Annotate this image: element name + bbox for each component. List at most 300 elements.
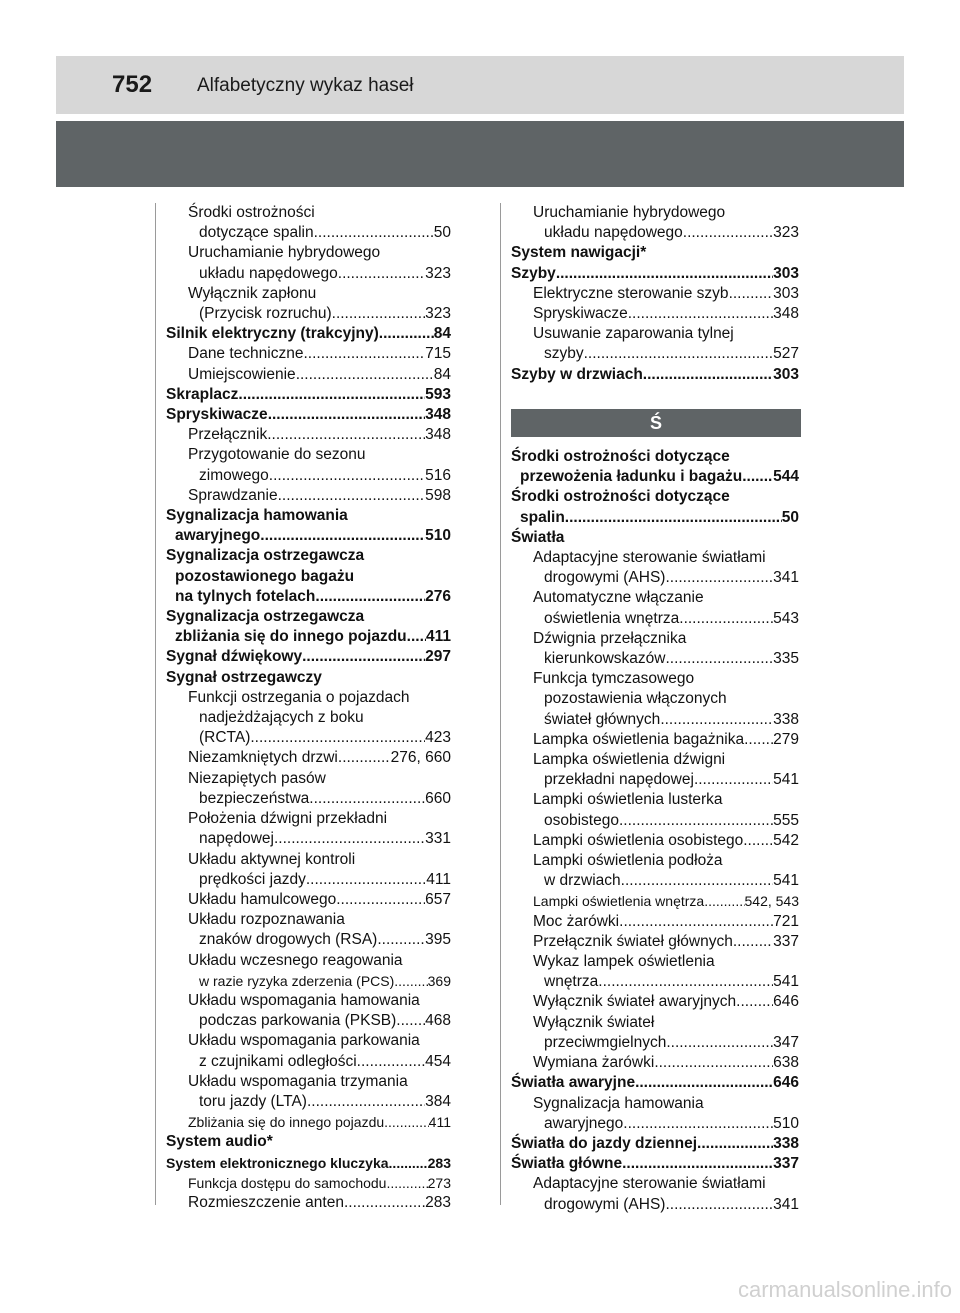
entry-text: drogowymi (AHS) xyxy=(544,569,666,587)
dot-leader xyxy=(309,789,425,809)
entry-text: System elektronicznego kluczyka xyxy=(166,1154,389,1171)
page-ref: 542 xyxy=(773,831,799,849)
index-entry xyxy=(166,506,451,526)
dot-leader xyxy=(332,304,425,324)
index-entry xyxy=(166,850,451,870)
index-entry xyxy=(166,647,451,667)
index-column-right-bottom xyxy=(511,447,799,1215)
index-entry xyxy=(511,365,799,385)
index-entry xyxy=(511,304,799,324)
page-ref: 423 xyxy=(425,729,451,747)
page-ref: 84 xyxy=(433,365,451,383)
index-entry xyxy=(166,445,451,465)
index-entry xyxy=(511,1073,799,1093)
index-entry xyxy=(166,1092,451,1112)
index-entry xyxy=(511,730,799,750)
page-ref: 84 xyxy=(433,325,451,343)
dot-leader xyxy=(315,587,425,607)
entry-text: Lampka oświetlenia bagażnika xyxy=(533,730,745,748)
dot-leader xyxy=(643,365,773,385)
page-ref: 369 xyxy=(427,972,451,989)
index-entry xyxy=(166,829,451,849)
entry-text: Sygnalizacja ostrzegawcza xyxy=(166,547,365,565)
page-title: Alfabetyczny wykaz haseł xyxy=(197,75,414,96)
dot-leader xyxy=(394,971,427,991)
index-entry xyxy=(511,1174,799,1194)
entry-text: Silnik elektryczny (trakcyjny) xyxy=(166,325,379,343)
index-entry xyxy=(511,649,799,669)
entry-text: Lampki oświetlenia wnętrza xyxy=(533,893,705,910)
dot-leader xyxy=(621,871,773,891)
entry-text: Elektryczne sterowanie szyb xyxy=(533,284,729,302)
index-entry xyxy=(511,629,799,649)
dot-leader xyxy=(622,1154,773,1174)
index-entry xyxy=(166,668,451,688)
entry-text: Szyby xyxy=(511,264,556,282)
index-entry xyxy=(166,405,451,425)
page-ref: 279 xyxy=(773,730,799,748)
index-entry xyxy=(166,769,451,789)
dot-leader xyxy=(389,1153,428,1173)
entry-text: Rozmieszczenie anten xyxy=(188,1193,344,1211)
entry-text: Funkcji ostrzegania o pojazdach xyxy=(188,688,410,706)
entry-text: nadjeżdżających z boku xyxy=(199,709,364,727)
dot-leader xyxy=(694,770,773,790)
entry-text: Zbliżania się do innego pojazdu xyxy=(188,1114,385,1131)
index-entry xyxy=(166,223,451,243)
entry-text: Układu aktywnej kontroli xyxy=(188,850,356,868)
page-ref: 555 xyxy=(773,811,799,829)
dot-leader xyxy=(744,730,773,750)
index-entry xyxy=(511,689,799,709)
entry-text: osobistego xyxy=(544,811,619,829)
entry-text: z czujnikami odległości xyxy=(199,1052,357,1070)
entry-text: Sygnalizacja hamowania xyxy=(166,507,348,525)
column-divider-middle xyxy=(500,203,501,1205)
dot-leader xyxy=(565,508,782,528)
section-letter-heading: Ś xyxy=(511,409,801,437)
entry-text: kierunkowskazów xyxy=(544,650,666,668)
entry-text: Sygnał ostrzegawczy xyxy=(166,668,322,686)
dot-leader xyxy=(697,1134,773,1154)
index-entry xyxy=(511,1013,799,1033)
entry-text: Dźwignia przełącznika xyxy=(533,629,687,647)
page-ref: 454 xyxy=(425,1052,451,1070)
index-entry xyxy=(511,1033,799,1053)
dot-leader xyxy=(666,1033,773,1053)
entry-text: przekładni napędowej xyxy=(544,771,694,789)
page-ref: 721 xyxy=(773,912,799,930)
entry-text: przeciwmgielnych xyxy=(544,1033,667,1051)
index-column-right-top xyxy=(511,203,799,385)
dot-leader xyxy=(307,1092,425,1112)
index-entry xyxy=(166,890,451,910)
index-entry xyxy=(511,1053,799,1073)
dot-leader xyxy=(743,831,773,851)
page-ref: 348 xyxy=(425,426,451,444)
index-entry xyxy=(166,951,451,971)
entry-text: Układu hamulcowego xyxy=(188,890,337,908)
entry-text: Spryskiwacze xyxy=(166,406,268,424)
index-entry xyxy=(511,588,799,608)
dot-leader xyxy=(584,344,774,364)
index-entry xyxy=(166,991,451,1011)
dot-leader xyxy=(344,1193,425,1213)
entry-text: Moc żarówki xyxy=(533,912,620,930)
entry-text: Adaptacyjne sterowanie światłami xyxy=(533,549,766,567)
entry-text: Wymiana żarówki xyxy=(533,1054,655,1072)
dot-leader xyxy=(296,365,434,385)
index-entry xyxy=(511,609,799,629)
page-ref: 323 xyxy=(425,264,451,282)
page-ref: 516 xyxy=(425,466,451,484)
dot-leader xyxy=(556,264,773,284)
dot-leader xyxy=(660,710,773,730)
index-entry xyxy=(511,447,799,467)
page-number: 752 xyxy=(112,71,153,98)
page-ref: 544 xyxy=(773,468,799,486)
page-ref: 348 xyxy=(773,305,799,323)
entry-text: Sygnał dźwiękowy xyxy=(166,648,303,666)
entry-text: oświetlenia wnętrza xyxy=(544,609,680,627)
index-entry xyxy=(511,203,799,223)
dot-leader xyxy=(338,264,425,284)
entry-text: na tylnych fotelach xyxy=(175,587,316,605)
index-entry xyxy=(511,932,799,952)
column-divider-left xyxy=(155,203,156,1205)
dot-leader xyxy=(396,1011,425,1031)
entry-text: Środki ostrożności dotyczące xyxy=(511,448,730,465)
index-entry xyxy=(511,568,799,588)
page-ref: 510 xyxy=(425,527,451,545)
index-entry xyxy=(511,508,799,528)
index-entry xyxy=(166,1031,451,1051)
index-entry xyxy=(166,385,451,405)
index-entry xyxy=(511,1094,799,1114)
index-entry xyxy=(511,243,799,263)
entry-text: Środki ostrożności dotyczące xyxy=(511,488,730,506)
page-ref: 411 xyxy=(426,870,451,888)
entry-text: Spryskiwacze xyxy=(533,305,628,323)
header-bar xyxy=(56,56,904,114)
page-ref: 323 xyxy=(425,305,451,323)
entry-text: Funkcja dostępu do samochodu xyxy=(188,1174,387,1191)
entry-text: Uruchamianie hybrydowego xyxy=(188,244,381,262)
entry-text: dotyczące spalin xyxy=(199,224,314,242)
index-entry xyxy=(511,750,799,770)
dot-leader xyxy=(379,324,434,344)
page-ref: 338 xyxy=(773,1134,799,1152)
index-entry xyxy=(511,264,799,284)
index-entry xyxy=(166,708,451,728)
index-entry xyxy=(511,891,799,911)
dot-leader xyxy=(357,1052,425,1072)
index-entry xyxy=(166,243,451,263)
index-entry xyxy=(511,1114,799,1134)
entry-text: (Przycisk rozruchu) xyxy=(199,305,332,323)
dot-leader xyxy=(729,284,774,304)
index-entry xyxy=(511,871,799,891)
header-band xyxy=(56,121,904,187)
page-ref: 283 xyxy=(427,1154,451,1171)
index-entry xyxy=(166,930,451,950)
page-ref: 598 xyxy=(425,486,451,504)
entry-text: Lampka oświetlenia dźwigni xyxy=(533,751,726,769)
entry-text: Adaptacyjne sterowanie światłami xyxy=(533,1175,766,1193)
entry-text: System nawigacji* xyxy=(511,244,647,262)
index-entry xyxy=(166,567,451,587)
page-ref: 331 xyxy=(425,830,451,848)
page-ref: 638 xyxy=(773,1054,799,1072)
page-ref: 347 xyxy=(773,1033,799,1051)
index-entry xyxy=(511,344,799,364)
page-ref: 338 xyxy=(773,710,799,728)
index-entry xyxy=(511,770,799,790)
index-entry xyxy=(166,587,451,607)
entry-text: Układu wczesnego reagowania xyxy=(188,951,403,969)
index-entry xyxy=(166,870,451,890)
index-entry xyxy=(511,528,799,548)
entry-text: Sygnalizacja ostrzegawcza xyxy=(166,608,365,626)
entry-text: Środki ostrożności xyxy=(188,204,315,221)
page-ref: 335 xyxy=(773,650,799,668)
dot-leader xyxy=(628,304,773,324)
index-column-left xyxy=(166,203,451,1213)
entry-text: Sprawdzanie xyxy=(188,486,278,504)
index-entry xyxy=(166,627,451,647)
entry-text: zimowego xyxy=(199,466,269,484)
entry-text: (RCTA) xyxy=(199,729,251,747)
dot-leader xyxy=(598,972,773,992)
dot-leader xyxy=(407,627,426,647)
page-ref: 341 xyxy=(773,1195,799,1213)
dot-leader xyxy=(269,466,425,486)
page-ref: 323 xyxy=(773,224,799,242)
entry-text: Automatyczne włączanie xyxy=(533,589,704,607)
index-entry xyxy=(511,1154,799,1174)
index-entry xyxy=(166,1173,451,1193)
index-entry xyxy=(166,1193,451,1213)
index-entry xyxy=(166,203,451,223)
page-ref: 384 xyxy=(425,1092,451,1110)
page-ref: 541 xyxy=(773,973,799,991)
entry-text: Wyłącznik świateł xyxy=(533,1013,655,1031)
entry-text: Dane techniczne xyxy=(188,345,304,363)
dot-leader xyxy=(306,870,426,890)
entry-text: Światła awaryjne xyxy=(511,1074,636,1092)
index-entry xyxy=(511,669,799,689)
index-entry xyxy=(166,607,451,627)
entry-text: Układu wspomagania hamowania xyxy=(188,991,420,1009)
entry-text: układu napędowego xyxy=(199,264,338,282)
entry-text: Światła xyxy=(511,528,565,546)
entry-text: podczas parkowania (PKSB) xyxy=(199,1012,397,1030)
page-ref: 273 xyxy=(427,1174,451,1191)
index-entry xyxy=(511,284,799,304)
index-entry xyxy=(166,324,451,344)
entry-text: wnętrza xyxy=(544,973,599,991)
page-ref: 395 xyxy=(425,931,451,949)
entry-text: Układu rozpoznawania xyxy=(188,911,345,929)
index-entry xyxy=(166,748,451,768)
page-ref: 337 xyxy=(773,932,799,950)
dot-leader xyxy=(336,890,425,910)
index-entry xyxy=(166,789,451,809)
dot-leader xyxy=(384,1112,429,1132)
index-entry xyxy=(166,688,451,708)
page-ref: 646 xyxy=(773,993,799,1011)
entry-text: awaryjnego xyxy=(175,527,261,545)
dot-leader xyxy=(742,467,773,487)
entry-text: szyby xyxy=(544,345,584,363)
index-entry xyxy=(166,304,451,324)
entry-text: w drzwiach xyxy=(544,872,621,890)
entry-text: Układu wspomagania parkowania xyxy=(188,1032,420,1050)
entry-text: pozostawionego bagażu xyxy=(175,567,355,585)
entry-text: Lampki oświetlenia lusterka xyxy=(533,791,723,809)
dot-leader xyxy=(278,486,426,506)
dot-leader xyxy=(338,748,391,768)
dot-leader xyxy=(665,568,773,588)
page-ref: 303 xyxy=(773,284,799,302)
entry-text: układu napędowego xyxy=(544,224,683,242)
dot-leader xyxy=(623,1114,773,1134)
index-entry xyxy=(166,425,451,445)
index-entry xyxy=(166,365,451,385)
index-entry xyxy=(511,1134,799,1154)
entry-text: pozostawienia włączonych xyxy=(544,690,727,708)
index-entry xyxy=(166,1132,451,1152)
index-entry xyxy=(511,851,799,871)
entry-text: spalin xyxy=(520,508,565,526)
entry-text: Funkcja tymczasowego xyxy=(533,670,695,688)
index-entry xyxy=(511,972,799,992)
page-ref: 541 xyxy=(773,872,799,890)
index-entry xyxy=(511,952,799,972)
dot-leader xyxy=(733,932,773,952)
dot-leader xyxy=(665,649,773,669)
entry-text: Usuwanie zaparowania tylnej xyxy=(533,325,734,343)
dot-leader xyxy=(260,526,425,546)
dot-leader xyxy=(704,891,744,911)
index-entry xyxy=(166,1072,451,1092)
index-entry xyxy=(166,284,451,304)
dot-leader xyxy=(679,609,773,629)
entry-text: Szyby w drzwiach xyxy=(511,365,643,383)
index-entry xyxy=(511,811,799,831)
entry-text: Wyłącznik zapłonu xyxy=(188,284,317,302)
index-entry xyxy=(511,324,799,344)
page-ref: 337 xyxy=(773,1155,799,1173)
index-entry xyxy=(166,728,451,748)
dot-leader xyxy=(238,385,425,405)
page-ref: 341 xyxy=(773,569,799,587)
entry-text: Lampki oświetlenia podłoża xyxy=(533,852,723,870)
entry-text: Lampki oświetlenia osobistego xyxy=(533,831,744,849)
entry-text: prędkości jazdy xyxy=(199,870,306,888)
index-entry xyxy=(511,1195,799,1215)
dot-leader xyxy=(250,728,425,748)
dot-leader xyxy=(268,405,425,425)
index-entry xyxy=(511,992,799,1012)
entry-text: w razie ryzyka zderzenia (PCS) xyxy=(199,972,395,989)
entry-text: Światła do jazdy dziennej xyxy=(511,1134,698,1152)
index-entry xyxy=(511,831,799,851)
page-ref: 542, 543 xyxy=(744,893,799,910)
entry-text: drogowymi (AHS) xyxy=(544,1195,666,1213)
page-ref: 715 xyxy=(425,345,451,363)
page-ref: 276 xyxy=(425,587,451,605)
page-ref: 541 xyxy=(773,771,799,789)
index-entry xyxy=(166,486,451,506)
dot-leader xyxy=(274,829,425,849)
page-ref: 468 xyxy=(425,1012,451,1030)
entry-text: Wyłącznik świateł awaryjnych xyxy=(533,993,737,1011)
page-ref: 660 xyxy=(425,789,451,807)
index-entry xyxy=(166,546,451,566)
page-ref: 646 xyxy=(773,1074,799,1092)
page-ref: 297 xyxy=(425,648,451,666)
dot-leader xyxy=(619,811,773,831)
index-entry xyxy=(166,1011,451,1031)
entry-text: Przełącznik xyxy=(188,426,268,444)
index-entry xyxy=(511,223,799,243)
page-ref: 411 xyxy=(428,1114,451,1131)
index-entry xyxy=(511,790,799,810)
index-entry xyxy=(166,1153,451,1173)
entry-text: zbliżania się do innego pojazdu xyxy=(175,628,407,646)
index-entry xyxy=(166,526,451,546)
page-ref: 510 xyxy=(773,1114,799,1132)
index-entry xyxy=(166,809,451,829)
page-ref: 50 xyxy=(433,224,451,242)
page-ref: 348 xyxy=(425,406,451,424)
entry-text: toru jazdy (LTA) xyxy=(199,1092,307,1110)
entry-text: napędowej xyxy=(199,830,274,848)
index-entry xyxy=(511,710,799,730)
index-entry xyxy=(511,467,799,487)
dot-leader xyxy=(665,1195,773,1215)
dot-leader xyxy=(386,1173,427,1193)
page-ref: 527 xyxy=(773,345,799,363)
page-ref: 50 xyxy=(781,508,799,526)
dot-leader xyxy=(267,425,425,445)
entry-text: Uruchamianie hybrydowego xyxy=(533,204,726,221)
entry-text: Przygotowanie do sezonu xyxy=(188,446,366,464)
index-entry xyxy=(511,912,799,932)
entry-text: Położenia dźwigni przekładni xyxy=(188,810,388,828)
dot-leader xyxy=(683,223,773,243)
entry-text: przewożenia ładunku i bagażu xyxy=(520,468,743,486)
index-entry xyxy=(511,548,799,568)
index-entry xyxy=(166,264,451,284)
page-ref: 411 xyxy=(425,628,451,646)
watermark: carmanualsonline.info xyxy=(737,1277,952,1302)
page-ref: 276, 660 xyxy=(390,749,451,767)
page-ref: 303 xyxy=(773,264,799,282)
entry-text: Sygnalizacja hamowania xyxy=(533,1094,704,1112)
index-entry xyxy=(166,910,451,930)
entry-text: Przełącznik świateł głównych xyxy=(533,932,733,950)
index-entry xyxy=(166,971,451,991)
entry-text: znaków drogowych (RSA) xyxy=(199,931,378,949)
entry-text: Układu wspomagania trzymania xyxy=(188,1072,408,1090)
page-ref: 543 xyxy=(773,609,799,627)
index-entry xyxy=(166,1112,451,1132)
entry-text: System audio* xyxy=(166,1133,273,1151)
index-entry xyxy=(511,487,799,507)
dot-leader xyxy=(654,1053,773,1073)
